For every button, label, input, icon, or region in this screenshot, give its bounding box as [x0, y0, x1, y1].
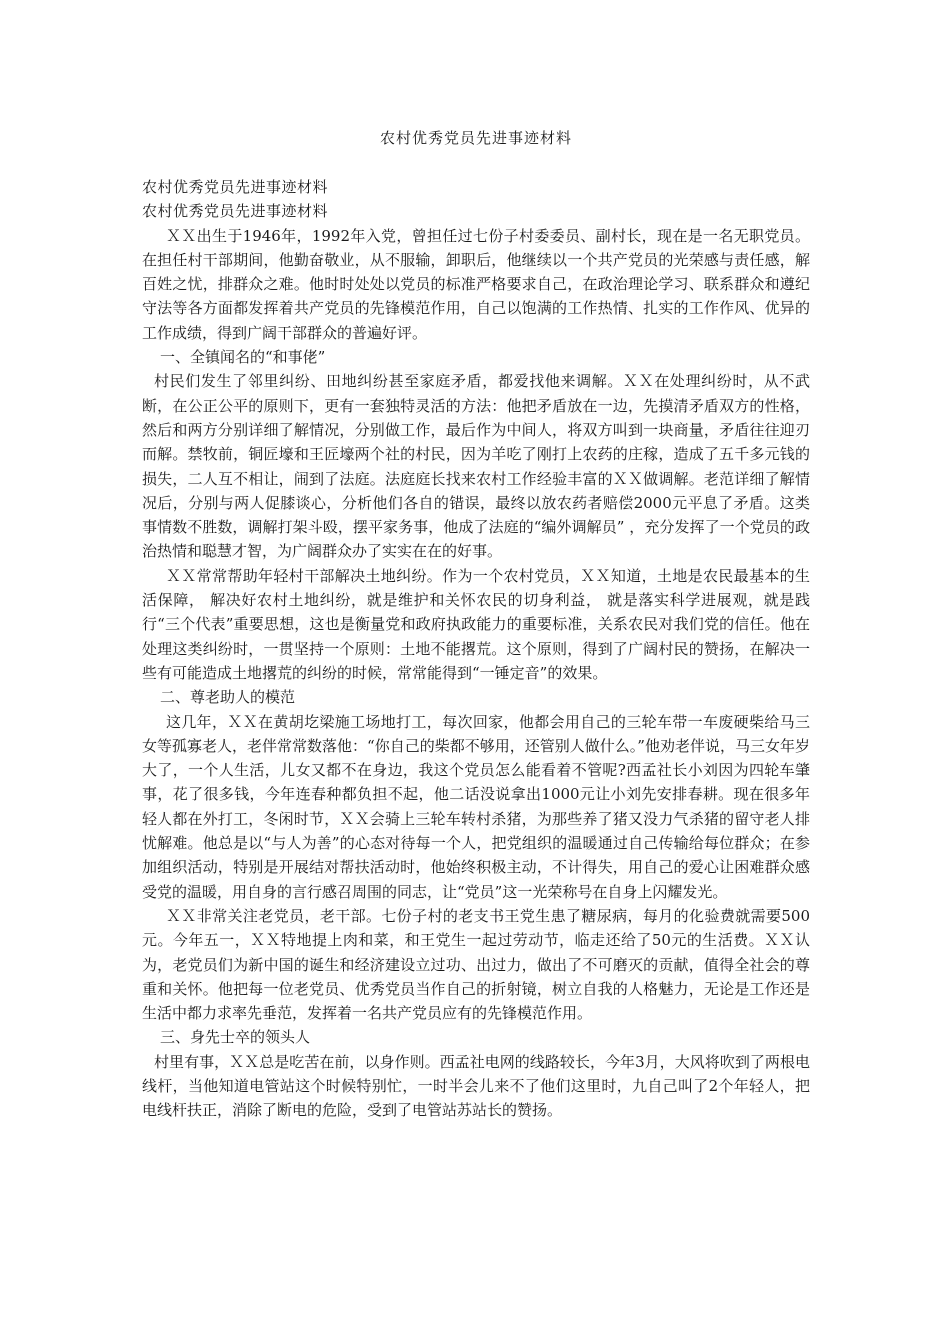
section-heading-2: 二、尊老助人的模范: [160, 688, 296, 707]
section-2-paragraph-2: ＸＸ非常关注老党员，老干部。七份子村的老支书王党生患了糖尿病，每月的化验费就需要500元。今年五一，ＸＸ特地提上肉和菜，和王党生一起过劳动节，临走还给了50元的生活费。ＸＸ认为，老党员们为新中国的诞生和经济建设立过功、出过力，做出了不可磨灭的贡献，值得全社会的尊重和关怀。他把每一位老党员、优秀党员当作自己的折射镜，树立自我的人格魅力，无论是工作还是生活中都力求率先垂范，发挥着一名共产党员应有的先锋模范作用。: [142, 906, 810, 1023]
section-1-paragraph-1: 村民们发生了邻里纠纷、田地纠纷甚至家庭矛盾，都爱找他来调解。ＸＸ在处理纠纷时，从不武断，在公正公平的原则下，更有一套独特灵活的方法：他把矛盾放在一边，先摸清矛盾双方的性格，然后和两方分别详细了解情况，分别做工作，最后作为中间人，将双方叫到一块商量，矛盾往往迎刃而解。禁牧前，铜匠壕和王匠壕两个社的村民，因为羊吃了刚打上农药的庄稼，造成了五千多元钱的损失，二人互不相让，闹到了法庭。法庭庭长找来农村工作经验丰富的ＸＸ做调解。老范详细了解情况后，分别与两人促膝谈心，分析他们各自的错误，最终以放农药者赔偿2000元平息了矛盾。这类事情数不胜数，调解打架斗殴，摆平家务事，他成了法庭的“编外调解员” ，充分发挥了一个党员的政治热情和聪慧才智，为广阔群众办了实实在在的好事。: [142, 372, 810, 561]
intro-paragraph: ＸＸ出生于1946年，1992年入党，曾担任过七份子村委委员、副村长，现在是一名无职党员。在担任村干部期间，他勤奋敬业，从不服输，卸职后，他继续以一个共产党员的光荣感与责任感，解百姓之忧，排群众之难。他时时处处以党员的标准严格要求自己，在政治理论学习、联系群众和遵纪守法等各方面都发挥着共产党员的先锋模范作用，自己以饱满的工作热情、扎实的工作作风、优异的工作成绩，得到广阔干部群众的普遍好评。: [142, 226, 810, 342]
section-2-paragraph-1: 这几年，ＸＸ在黄胡圪梁施工场地打工，每次回家，他都会用自己的三轮车带一车废硬柴给马三女等孤寡老人，老伴常常数落他：“你自己的柴都不够用，还管别人做什么。”他劝老伴说，马三女年岁大了，一个人生活，儿女又都不在身边，我这个党员怎么能看着不管呢?西孟社长小刘因为四轮车肇事，花了很多钱，今年连春种都负担不起，他二话没说拿出1000元让小刘先安排春耕。现在很多年轻人都在外打工，冬闲时节，ＸＸ会骑上三轮车转村杀猪，为那些养了猪又没力气杀猪的留守老人排忧解难。他总是以“与人为善”的心态对待每一个人，把党组织的温暖通过自己传输给每位群众；在参加组织活动，特别是开展结对帮扶活动时，他始终积极主动，不计得失，用自己的爱心让困难群众感受党的温暖，用自身的言行感召周围的同志，让“党员”这一光荣称号在自身上闪耀发光。: [142, 712, 810, 901]
document-subtitle: 农村优秀党员先进事迹材料: [142, 178, 329, 196]
document-subtitle-repeat: 农村优秀党员先进事迹材料: [142, 202, 329, 221]
section-1-paragraph-2: ＸＸ常常帮助年轻村干部解决土地纠纷。作为一个农村党员，ＸＸ知道，土地是农民最基本的生活保障， 解决好农村土地纠纷，就是维护和关怀农民的切身利益， 就是落实科学进展观，就是践行“三个代表”重要思想，这也是衡量党和政府执政能力的重要标准，关系农民对我们党的信任。他在处理这类纠纷时，一贯坚持一个原则：土地不能撂荒。这个原则，得到了广阔村民的赞扬，在解决一些有可能造成土地撂荒的纠纷的时候，常常能得到“一锤定音”的效果。: [142, 566, 810, 682]
section-3-paragraph-1: 村里有事，ＸＸ总是吃苦在前，以身作则。西孟社电网的线路较长，今年3月，大风将吹到了两根电线杆，当他知道电管站这个时候特别忙，一时半会儿来不了他们这里时，九自己叫了2个年轻人，把电线杆扶正，消除了断电的危险，受到了电管站苏站长的赞扬。: [142, 1052, 810, 1120]
section-heading-3: 三、身先士卒的领头人: [160, 1028, 311, 1047]
document-body: [142, 175, 810, 1123]
section-heading-1: 一、全镇闻名的“和事佬”: [160, 348, 326, 367]
document-title: 农村优秀党员先进事迹材料: [379, 129, 572, 147]
